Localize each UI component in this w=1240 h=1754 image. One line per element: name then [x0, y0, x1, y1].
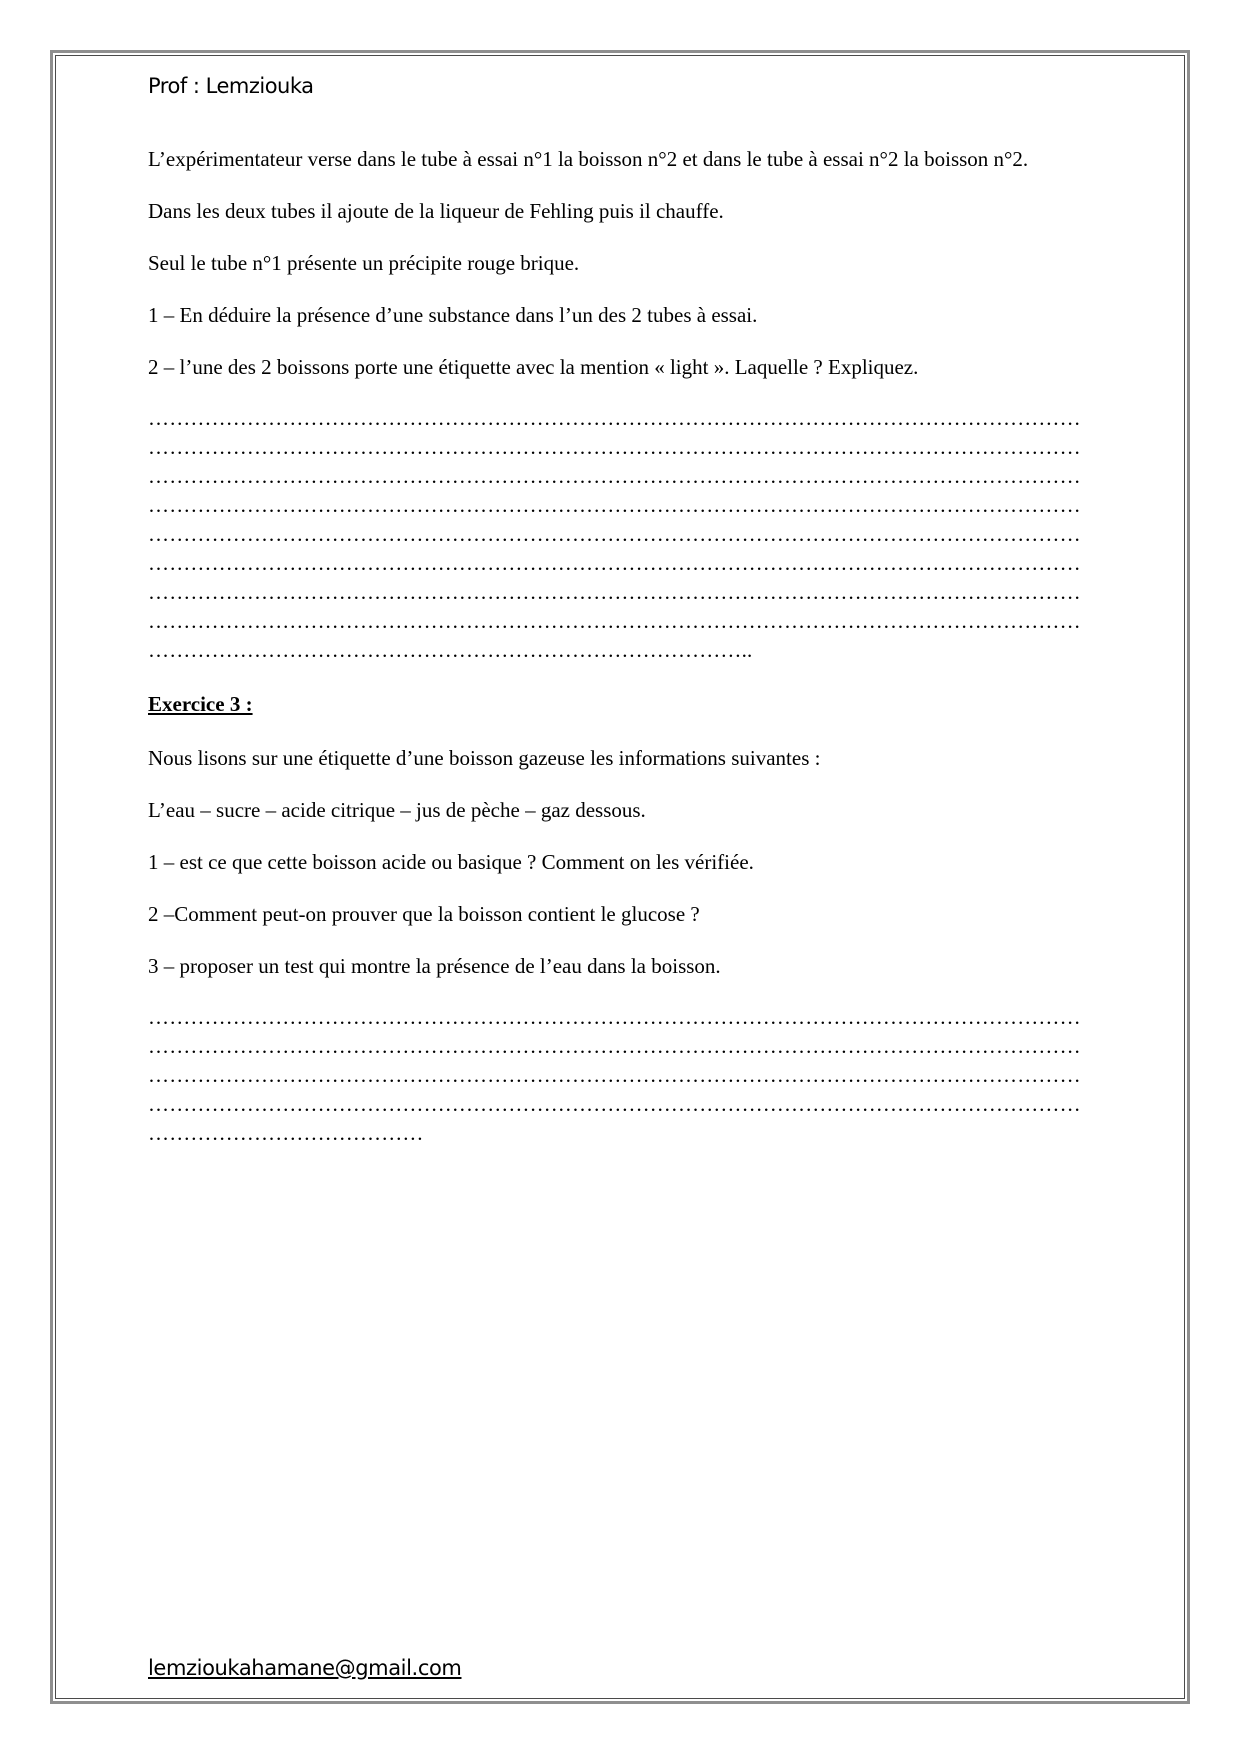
exercise3-answer-area [148, 1003, 1088, 1148]
answer-line: …………………………………………………………………………………………………………………… [148, 1092, 1081, 1116]
exercise3-title: Exercice 3 : [148, 692, 253, 716]
answer-line: …………………………………………………………………………………………………………………… [148, 1063, 1081, 1087]
exercise2-answer-area [148, 404, 1088, 665]
exercise2-paragraph-1: L’expérimentateur verse dans le tube à essai n°1 la boisson n°2 et dans le tube à essai n°2 la boisson n°2. [148, 147, 1029, 171]
exercise2-question-2: 2 – l’une des 2 boissons porte une étiquette avec la mention « light ». Laquelle ? Expliquez. [148, 355, 919, 379]
answer-line: …………………………………………………………………………………………………………………… [148, 609, 1081, 633]
answer-line: …………………………………………………………………………………………………………………… [148, 551, 1081, 575]
author-header: Prof : Lemziouka [148, 74, 314, 98]
exercise3-question-2: 2 –Comment peut-on prouver que la boisson contient le glucose ? [148, 902, 700, 926]
exercise3-question-3: 3 – proposer un test qui montre la présence de l’eau dans la boisson. [148, 954, 721, 978]
answer-line: …………………………………………………………………………………………………………………… [148, 493, 1081, 517]
answer-line: …………………………………………………………………………………………………………………… [148, 580, 1081, 604]
answer-line: …………………………………………………………………………………………………………………… [148, 464, 1081, 488]
exercise2-paragraph-3: Seul le tube n°1 présente un précipite rouge brique. [148, 251, 580, 275]
answer-line: ………………………………… [148, 1121, 424, 1145]
exercise3-question-1: 1 – est ce que cette boisson acide ou basique ? Comment on les vérifiée. [148, 850, 754, 874]
exercise3-ingredients: L’eau – sucre – acide citrique – jus de pèche – gaz dessous. [148, 798, 646, 822]
exercise2-paragraph-2: Dans les deux tubes il ajoute de la liqueur de Fehling puis il chauffe. [148, 199, 724, 223]
answer-line: …………………………………………………………………………………………………………………… [148, 1034, 1081, 1058]
answer-line: …………………………………………………………………………………………………………………… [148, 406, 1081, 430]
author-email: lemzioukahamane@gmail.com [148, 1656, 462, 1680]
document-body [148, 144, 1088, 1172]
exercise2-question-1: 1 – En déduire la présence d’une substance dans l’un des 2 tubes à essai. [148, 303, 758, 327]
exercise3-intro: Nous lisons sur une étiquette d’une boisson gazeuse les informations suivantes : [148, 746, 821, 770]
answer-line: …………………………………………………………………………………………………………………… [148, 435, 1081, 459]
answer-line: …………………………………………………………………………………………………………………… [148, 1005, 1081, 1029]
answer-line: ………………………………………………………………………….. [148, 638, 753, 662]
answer-line: …………………………………………………………………………………………………………………… [148, 522, 1081, 546]
